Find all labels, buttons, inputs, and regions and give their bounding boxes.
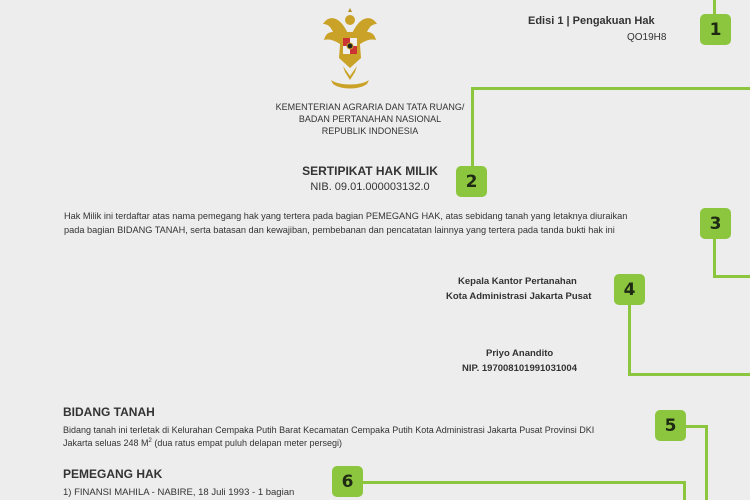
ministry-line-3: REPUBLIK INDONESIA — [321, 126, 419, 136]
garuda-emblem-icon — [321, 6, 379, 90]
bidang-line-2: Jakarta seluas 248 $M^2$ (dua ratus empat puluh delapan meter persegi) — [63, 438, 343, 448]
ministry-block — [270, 101, 470, 137]
certificate-title: SERTIPIKAT HAK MILIK — [302, 164, 438, 178]
bidang-line-1: Bidang tanah ini terletak di Kelurahan Cempaka Putih Barat Kecamatan Cempaka Putih Kota Administrasi Jakarta Pusat Provinsi DKI — [63, 425, 595, 435]
office-line-2: Kota Administrasi Jakarta Pusat — [446, 291, 592, 302]
pemegang-hak-heading: PEMEGANG HAK — [63, 467, 163, 481]
bidang-tanah-description — [63, 425, 703, 449]
signatory-name: Priyo Anandito — [486, 348, 554, 359]
callout-2-connector-top — [471, 87, 750, 90]
callout-3-connector-right — [713, 275, 750, 278]
callout-6-connector-down — [683, 481, 686, 500]
certificate-nib: NIB. 09.01.000003132.0 — [310, 181, 430, 193]
callout-badge-3: 3 — [700, 208, 731, 239]
office-line-1: Kepala Kantor Pertanahan — [458, 276, 577, 287]
callout-badge-6: 6 — [332, 466, 363, 497]
rights-statement — [64, 209, 704, 237]
callout-badge-1: 1 — [700, 14, 731, 45]
callout-badge-4: 4 — [614, 274, 645, 305]
callout-badge-2: 2 — [456, 166, 487, 197]
document-code: QO19H8 — [627, 32, 667, 43]
pemegang-hak-item-1: 1) FINANSI MAHILA - NABIRE, 18 Juli 1993 - 1 bagian — [63, 487, 295, 498]
statement-line-2: pada bagian BIDANG TANAH, serta batasan dan kewajiban, pembebanan dan pencatatan lainnya yang tertera pada tanda bukti hak ini — [64, 225, 615, 235]
callout-3-connector-down — [713, 237, 716, 277]
statement-line-1: Hak Milik ini terdaftar atas nama pemegang hak yang tertera pada bagian PEMEGANG HAK, atas sebidang tanah yang letaknya diuraikan — [64, 211, 628, 221]
callout-6-connector-right — [363, 481, 685, 484]
bidang-tanah-heading: BIDANG TANAH — [63, 405, 155, 419]
edition-label: Edisi 1 | Pengakuan Hak — [528, 15, 655, 27]
ministry-line-2: BADAN PERTANAHAN NASIONAL — [298, 114, 442, 124]
callout-4-connector-down — [628, 304, 631, 375]
ministry-line-1: KEMENTERIAN AGRARIA DAN TATA RUANG/ — [275, 102, 465, 112]
callout-2-connector-down — [471, 87, 474, 168]
callout-badge-5: 5 — [655, 410, 686, 441]
callout-4-connector-right — [628, 373, 750, 376]
signatory-nip: NIP. 197008101991031004 — [462, 363, 577, 374]
callout-5-connector-down — [705, 425, 708, 500]
